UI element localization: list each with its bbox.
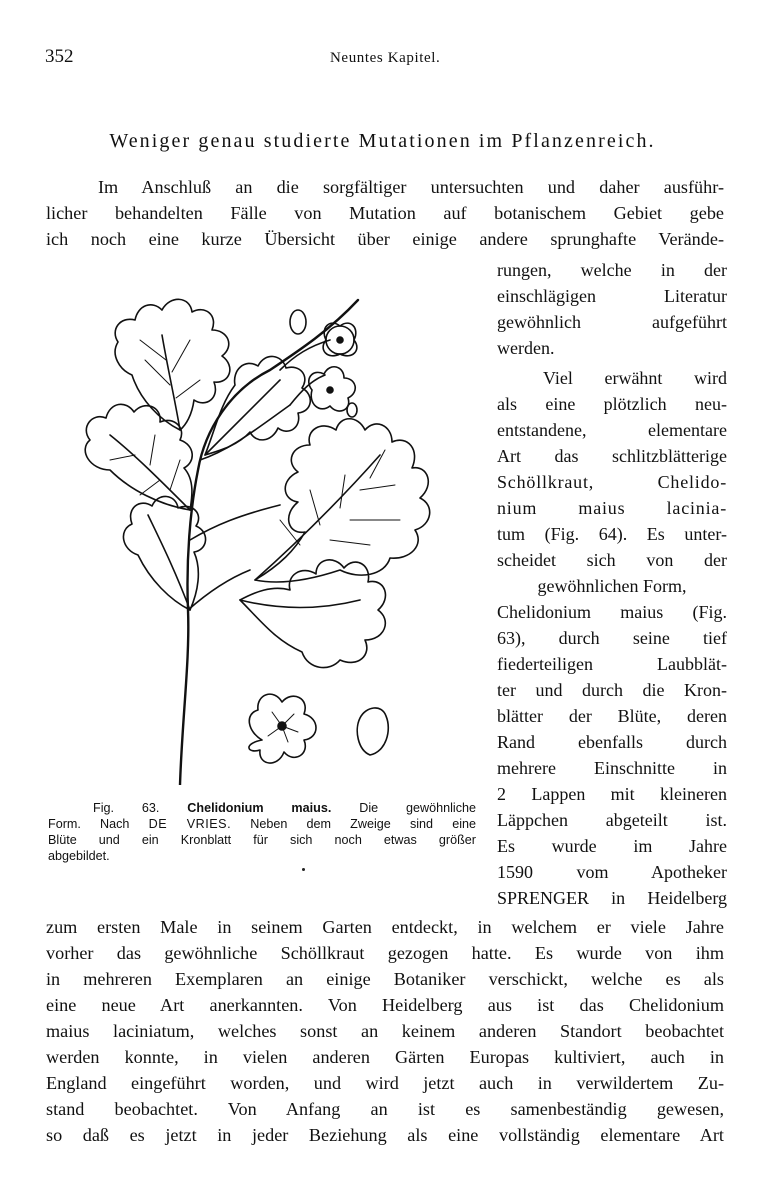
caption-text: Neben dem Zweige sind eine (250, 817, 477, 831)
body-line: werden konnte, in vielen anderen Gärten Europas kultiviert, auch in (46, 1047, 724, 1067)
chelidonium-illustration (40, 280, 460, 785)
body-line: stand beobachtet. Von Anfang an ist es samenbeständig gewesen, (46, 1099, 724, 1119)
stray-dot (302, 868, 305, 871)
column-line: fiederteiligen Laubblät- (497, 654, 727, 674)
column-line: Art das schlitzblätterige (497, 446, 727, 466)
column-line: Viel erwähnt wird (543, 368, 727, 388)
intro-line: Im Anschluß an die sorgfältiger untersuchten und daher ausführ- (98, 177, 724, 197)
figure-caption (48, 800, 476, 864)
column-line: Läppchen abgeteilt ist. (497, 810, 727, 830)
column-line: blätter der Blüte, deren (497, 706, 727, 726)
body-line: eine neue Art anerkannten. Von Heidelberg aus ist das Chelidonium (46, 995, 724, 1015)
column-line: 2 Lappen mit kleineren (497, 784, 727, 804)
column-line: Es wurde im Jahre (497, 836, 727, 856)
column-line: gewöhnlichen Form, (537, 576, 687, 596)
caption-line (48, 816, 476, 832)
body-line: in mehreren Exemplaren an einige Botaniker verschickt, welche es als (46, 969, 724, 989)
caption-label: Fig. 63. (93, 801, 160, 815)
column-line: als eine plötzlich neu- (497, 394, 727, 414)
caption-line (48, 800, 476, 816)
caption-line: Blüte und ein Kronblatt für sich noch etwas größer (48, 833, 476, 847)
section-heading: Weniger genau studierte Mutationen im Pflanzenreich. (109, 130, 656, 152)
caption-text: Die gewöhnliche (359, 801, 477, 815)
caption-line: abgebildet. (48, 849, 110, 863)
body-line: zum ersten Male in seinem Garten entdeckt, in welchem er viele Jahre (46, 917, 724, 937)
column-line: entstandene, elementare (497, 420, 727, 440)
caption-author: DE VRIES. (148, 817, 232, 831)
column-line: Schöllkraut, Chelido- (497, 472, 727, 492)
body-line: England eingeführt worden, und wird jetzt auch in verwildertem Zu- (46, 1073, 724, 1093)
column-line: tum (Fig. 64). Es unter- (497, 524, 727, 544)
column-line: 1590 vom Apotheker (497, 862, 727, 882)
column-line: Chelidonium maius (Fig. (497, 602, 727, 622)
running-head: Neuntes Kapitel. (330, 50, 441, 66)
column-line: gewöhnlich aufgeführt (497, 312, 727, 332)
column-line: werden. (497, 338, 555, 358)
page-number: 352 (45, 46, 74, 67)
intro-line: ich noch eine kurze Übersicht über einige andere sprunghafte Verände- (46, 229, 724, 249)
caption-species: Chelidonium maius. (187, 801, 332, 815)
column-line: scheidet sich von der (497, 550, 727, 570)
column-line: einschlägigen Literatur (497, 286, 727, 306)
column-line: mehrere Einschnitte in (497, 758, 727, 778)
body-line: so daß es jetzt in jeder Beziehung als eine vollständig elementare Art (46, 1125, 724, 1145)
column-line: rungen, welche in der (497, 260, 727, 280)
column-line: ter und durch die Kron- (497, 680, 727, 700)
body-line: vorher das gewöhnliche Schöllkraut gezogen hatte. Es wurde von ihm (46, 943, 724, 963)
intro-line: licher behandelten Fälle von Mutation auf botanischem Gebiet gebe (46, 203, 724, 223)
caption-text: Form. Nach (48, 817, 130, 831)
column-line: nium maius lacinia- (497, 498, 727, 518)
body-line: maius laciniatum, welches sonst an keinem anderen Standort beobachtet (46, 1021, 724, 1041)
column-line: Rand ebenfalls durch (497, 732, 727, 752)
column-line: 63), durch seine tief (497, 628, 727, 648)
column-line: SPRENGER in Heidelberg (497, 888, 727, 908)
